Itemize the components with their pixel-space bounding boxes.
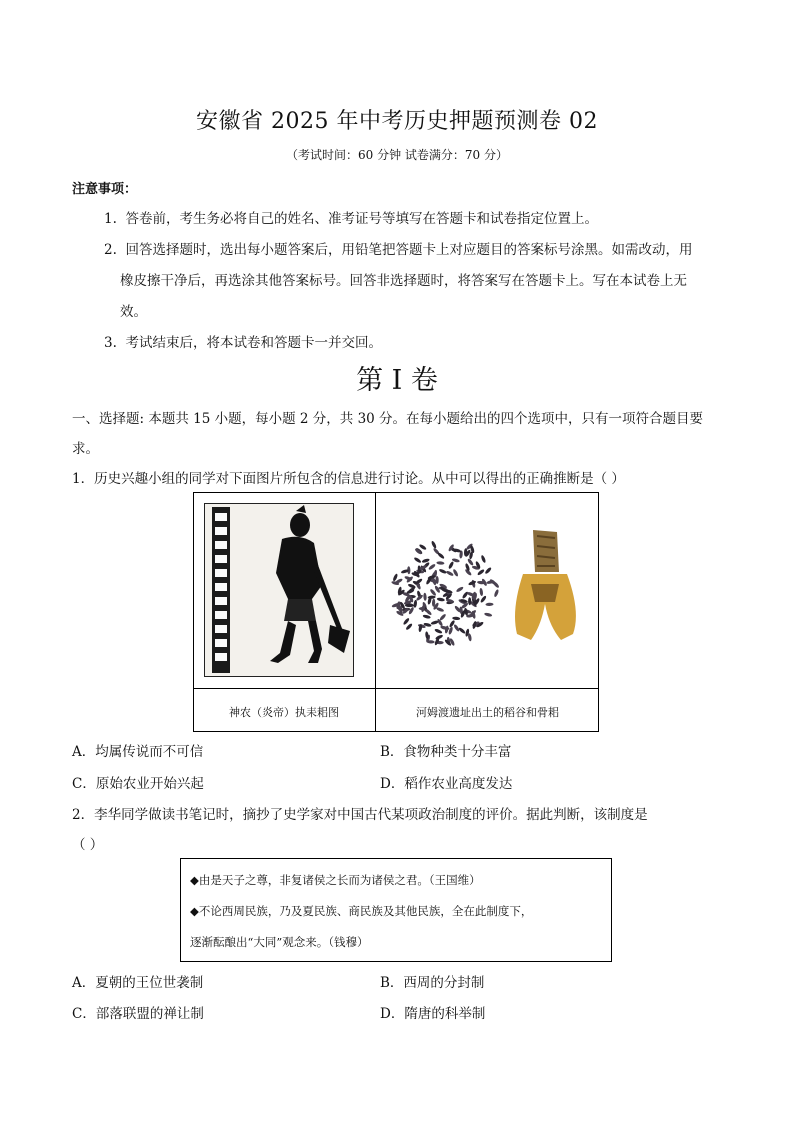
table-divider [375, 492, 376, 732]
q2-option-c[interactable]: C．部落联盟的禅让制 [72, 1006, 204, 1022]
q2-quote-1: ◆由是天子之尊，非复诸侯之长而为诸侯之君。（王国维） [190, 873, 481, 887]
exam-title: 安徽省 2025 年中考历史押题预测卷 02 [196, 109, 598, 134]
section-title: 第 I 卷 [356, 365, 438, 396]
notice-num: 2. [104, 242, 117, 258]
section-intro-cont: 求。 [72, 441, 99, 457]
notice-item-2-cont2: 效。 [120, 304, 147, 320]
shennong-woodcut-image [204, 503, 354, 677]
q2-option-d[interactable]: D．隋唐的科举制 [380, 1006, 486, 1022]
notice-item-3 [104, 331, 724, 351]
notice-item-2-cont1: 橡皮擦干净后，再选涂其他答案标号。回答非选择题时，将答案写在答题卡上。写在本试卷上无 [120, 273, 687, 289]
q2-quote-3: 逐渐酝酿出“大同”观念来。（钱穆） [190, 935, 369, 949]
q2-stem-cont: （ ） [72, 837, 104, 853]
exam-subtitle: （考试时间：60 分钟 试卷满分：70 分） [286, 148, 508, 162]
q1-caption-right: 河姆渡遗址出土的稻谷和骨耜 [416, 706, 559, 719]
notice-num: 1. [104, 211, 117, 227]
hemudu-rice-and-bone-spade-image [385, 508, 591, 676]
notice-heading: 注意事项： [72, 182, 138, 197]
q2-option-b[interactable]: B．西周的分封制 [380, 975, 485, 991]
notice-item-1 [104, 207, 724, 227]
q1-caption-left: 神农（炎帝）执耒耜图 [229, 706, 339, 719]
q1-option-a[interactable]: A．均属传说而不可信 [72, 744, 204, 760]
notice-text: 答卷前，考生务必将自己的姓名、准考证号等填写在答题卡和试卷指定位置上。 [125, 211, 598, 227]
notice-item-2 [104, 238, 724, 258]
notice-text: 考试结束后，将本试卷和答题卡一并交回。 [125, 335, 382, 351]
q1-option-b[interactable]: B．食物种类十分丰富 [380, 744, 512, 760]
q2-quote-2: ◆不论西周民族，乃及夏民族、商民族及其他民族，全在此制度下， [190, 904, 533, 918]
q1-stem: 1．历史兴趣小组的同学对下面图片所包含的信息进行讨论。从中可以得出的正确推断是（ ） [72, 471, 625, 487]
table-divider [193, 688, 599, 689]
q2-option-a[interactable]: A．夏朝的王位世袭制 [72, 975, 204, 991]
q2-stem: 2．李华同学做读书笔记时，摘抄了史学家对中国古代某项政治制度的评价。据此判断，该制度是 [72, 807, 648, 823]
q1-option-c[interactable]: C．原始农业开始兴起 [72, 776, 204, 792]
q1-option-d[interactable]: D．稻作农业高度发达 [380, 776, 513, 792]
section-intro: 一、选择题: 本题共 15 小题，每小题 2 分，共 30 分。在每小题给出的四个选项中，只有一项符合题目要 [72, 411, 704, 427]
notice-num: 3. [104, 335, 117, 351]
notice-text: 回答选择题时，选出每小题答案后，用铅笔把答题卡上对应题目的答案标号涂黑。如需改动，用 [125, 242, 693, 258]
